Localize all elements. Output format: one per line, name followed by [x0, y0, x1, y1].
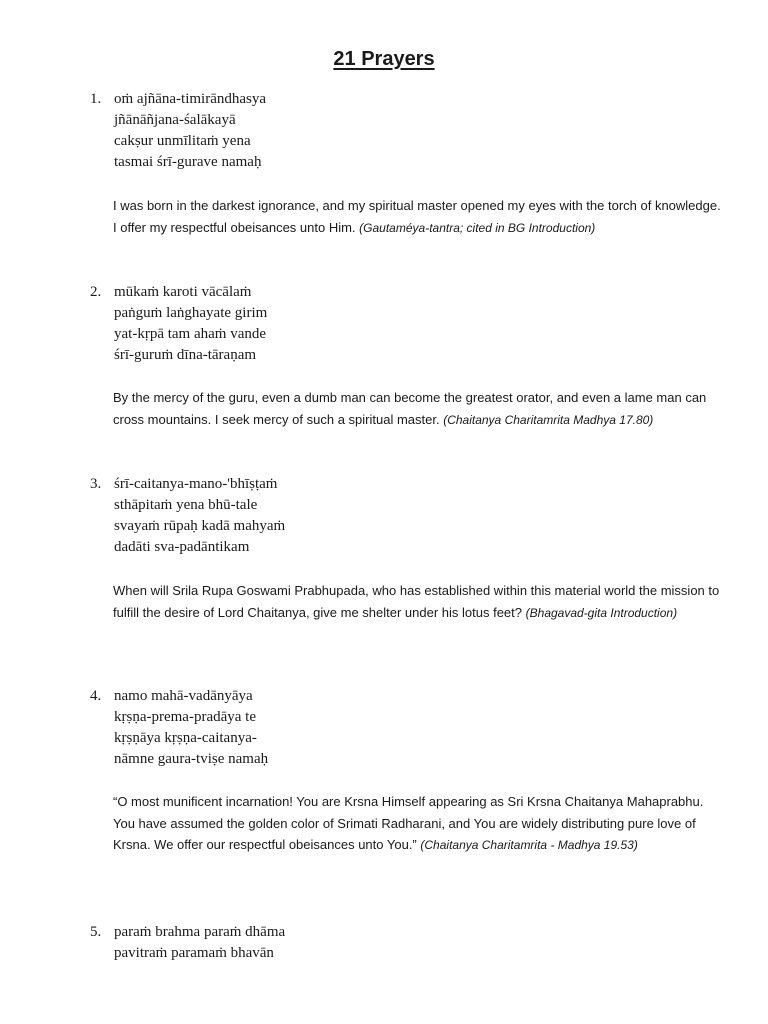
verse-line: svayaṁ rūpaḥ kadā mahyaṁ — [114, 518, 286, 534]
translation-paragraph — [113, 791, 723, 857]
prayer-number: 2. — [90, 284, 102, 300]
prayer-number: 4. — [90, 688, 102, 704]
sanskrit-verse — [114, 89, 266, 173]
sanskrit-verse — [114, 474, 285, 558]
sanskrit-verse — [114, 282, 267, 366]
citation: (Chaitanya Charitamrita Madhya 17.80) — [443, 412, 654, 427]
prayer-number: 5. — [90, 924, 102, 940]
verse-line: namo mahā-vadānyāya — [114, 688, 253, 704]
verse-line: yat-kṛpā tam ahaṁ vande — [114, 326, 267, 342]
prayer-number: 3. — [90, 476, 102, 492]
verse-line: cakṣur unmīlitaṁ yena — [114, 133, 251, 149]
citation: (Bhagavad-gita Introduction) — [525, 605, 678, 620]
translation-text: I was born in the darkest ignorance, and my spiritual master opened my eyes with the torch of knowledge. I offer my respectful obeisances unto Him. — [113, 198, 721, 235]
verse-line: mūkaṁ karoti vācālaṁ — [114, 284, 252, 300]
verse-line: paṅguṁ laṅghayate girim — [114, 305, 268, 321]
verse-line: oṁ ajñāna-timirāndhasya — [114, 91, 267, 107]
sanskrit-verse — [114, 922, 285, 964]
translation-paragraph — [113, 580, 723, 624]
verse-line: sthāpitaṁ yena bhū-tale — [114, 497, 258, 513]
citation: (Chaitanya Charitamrita - Madhya 19.53) — [420, 838, 638, 852]
verse-line: jñānāñjana-śalākayā — [114, 112, 236, 128]
verse-line: śrī-caitanya-mano-'bhīṣṭaṁ — [114, 476, 278, 492]
verse-line: tasmai śrī-gurave namaḥ — [114, 154, 262, 170]
verse-line: nāmne gaura-tviṣe namaḥ — [114, 751, 269, 767]
sanskrit-verse — [114, 686, 268, 770]
translation-text: When will Srila Rupa Goswami Prabhupada, who has established within this material world the mission to fulfill the desire of Lord Chaitanya, give me shelter under his lotus feet? — [113, 583, 720, 620]
page-title: 21 Prayers — [333, 48, 435, 70]
translation-text: By the mercy of the guru, even a dumb man can become the greatest orator, and even a lame man can cross mountains. I seek mercy of such a spiritual master. — [113, 390, 707, 427]
verse-line: śrī-guruṁ dīna-tāraṇam — [114, 347, 257, 363]
translation-paragraph — [113, 195, 723, 239]
citation: (Gautaméya-tantra; cited in BG Introduction) — [359, 220, 596, 235]
verse-line: dadāti sva-padāntikam — [114, 539, 250, 555]
verse-line: kṛṣṇāya kṛṣṇa-caitanya- — [114, 730, 257, 746]
translation-text: “O most munificent incarnation! You are Krsna Himself appearing as Sri Krsna Chaitanya Mahaprabhu. You have assumed the golden color of Srimati Radharani, and You are widely distributing pure love of Krsna. We offer our respectful obeisances unto You.” — [113, 794, 704, 852]
translation-paragraph — [113, 387, 723, 431]
verse-line: kṛṣṇa-prema-pradāya te — [114, 709, 257, 725]
verse-line: pavitraṁ paramaṁ bhavān — [114, 945, 274, 961]
prayer-number: 1. — [90, 91, 102, 107]
verse-line: paraṁ brahma paraṁ dhāma — [114, 924, 286, 940]
